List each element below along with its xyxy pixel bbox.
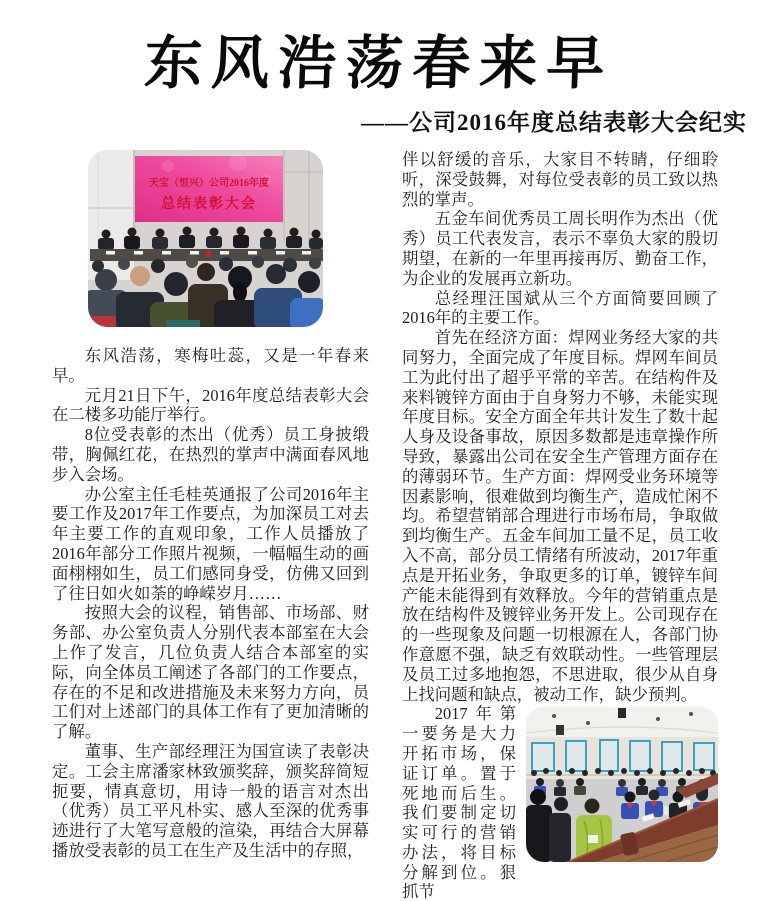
body-paragraph: 2017年第一要务是大力开拓市场，保证订单。置于死地而后生。我们要制定切实可行的营销办法，将目标分解到位。狠抓节 (402, 704, 516, 901)
article-title: 东风浩荡春来早 (143, 31, 615, 96)
body-paragraph: 五金车间优秀员工周长明作为杰出（优秀）员工代表发言，表示不辜负大家的殷切期望，在新的一年里再接再厉、勤奋工作，为企业的发展再立新功。 (402, 209, 718, 288)
body-paragraph: 伴以舒缓的音乐，大家目不转睛，仔细聆听，深受鼓舞，对每位受表彰的员工致以热烈的掌声。 (402, 150, 718, 209)
audience-room-photo (526, 707, 718, 862)
left-column-text (52, 346, 369, 861)
left-column (52, 150, 369, 861)
body-paragraph: 东风浩荡，寒梅吐蕊，又是一年春来早。 (52, 346, 369, 385)
body-paragraph: 8位受表彰的杰出（优秀）员工身披缎带，胸佩红花，在热烈的掌声中满面春风地步入会场。 (52, 425, 369, 484)
right-column (402, 150, 718, 901)
body-paragraph: 按照大会的议程，销售部、市场部、财务部、办公室负责人分别代表本部室在大会上作了发言，几位负责人结合本部室的实际，向全体员工阐述了各部门的工作要点，存在的不足和改进措施及未来努力方向，员工们对上述部门的具体工作有了更加清晰的了解。 (52, 603, 369, 742)
banner-text-line1: 天宝（恒兴）公司2016年度 (149, 178, 269, 189)
wrap-section (402, 704, 718, 901)
meeting-stage-photo (88, 150, 323, 327)
body-paragraph: 董事、生产部经理汪为国宣读了表彰决定。工会主席潘家林致颁奖辞，颁奖辞简短扼要，情真意切，用诗一般的语言对杰出（优秀）员工平凡朴实、感人至深的优秀事迹进行了大笔写意般的渲染，再结合大屏幕播放受表彰的员工在生产及生活中的存照， (52, 741, 369, 860)
body-paragraph: 首先在经济方面：焊网业务经大家的共同努力，全面完成了年度目标。焊网车间员工为此付出了超乎平常的辛苦。在结构件及来料镀锌方面由于自身努力不够，未能实现年度目标。安全方面全年共计发生了数十起人身及设备事故，原因多数都是违章操作所导致，暴露出公司在安全生产管理方面存在的薄弱环节。生产方面：焊网受业务环境等因素影响，很难做到均衡生产，造成忙闲不均。希望营销部合理进行市场布局，争取做到均衡生产。五金车间加工量不足，员工收入不高，部分员工情绪有所波动，2017年重点是开拓业务，争取更多的订单，镀锌车间产能未能得到有效释放。今年的营销重点是放在结构件及镀锌业务开发上。公司现存在的一些现象及问题一切根源在人，各部门协作意愿不强，缺乏有效联动性。一些管理层及员工过多地抱怨，不思进取，很少从自身上找问题和缺点，被动工作，缺少预判。 (402, 328, 718, 704)
body-paragraph: 元月21日下午，2016年度总结表彰大会在二楼多功能厅举行。 (52, 385, 369, 425)
audience-room-photo-graphic (526, 707, 718, 862)
body-paragraph: 总经理汪国斌从三个方面简要回顾了2016年的主要工作。 (402, 288, 718, 328)
article-subtitle: ——公司2016年度总结表彰大会纪实 (361, 110, 747, 135)
meeting-stage-photo-graphic (88, 150, 323, 327)
banner-text-line2: 总结表彰大会 (161, 197, 257, 212)
body-paragraph: 办公室主任毛桂英通报了公司2016年主要工作及2017年工作要点，为加深员工对去年主要工作的直观印象，工作人员播放了2016年部分工作照片视频，一幅幅生动的画面栩栩如生，员工们感同身受，仿佛又回到了往日如火如荼的峥嵘岁月…… (52, 484, 369, 603)
